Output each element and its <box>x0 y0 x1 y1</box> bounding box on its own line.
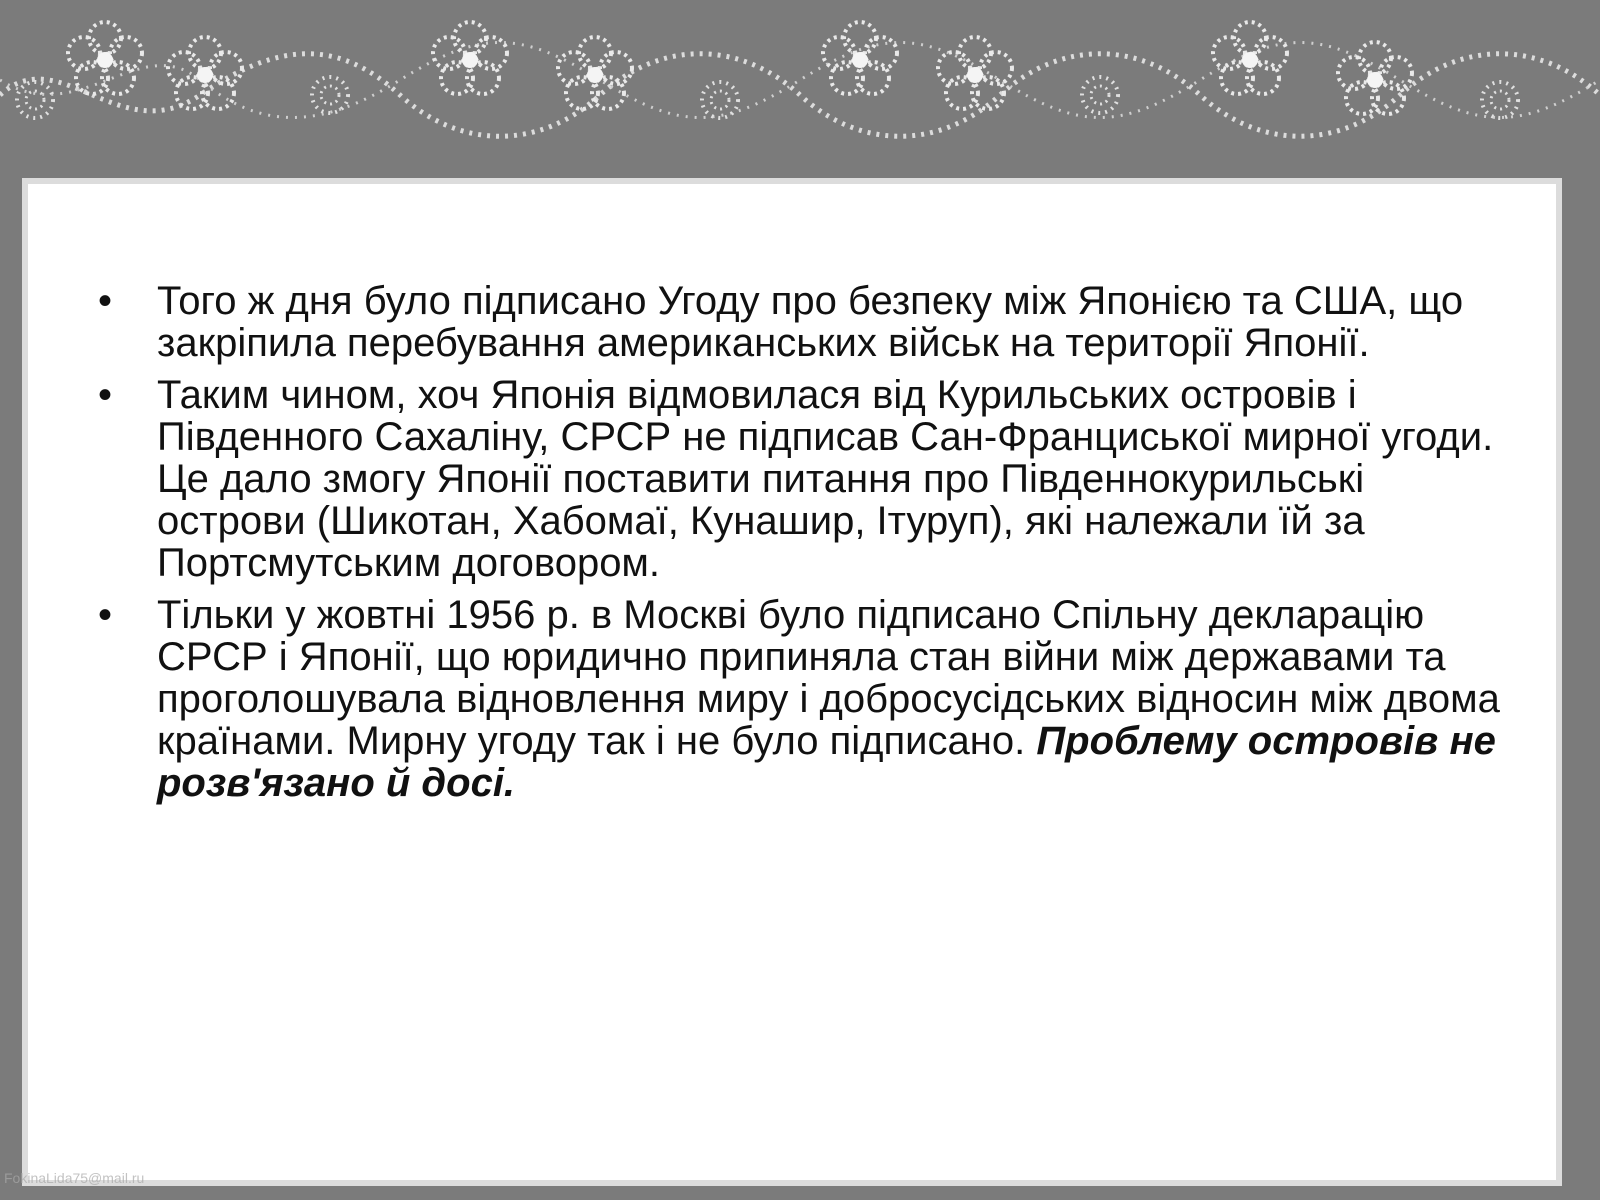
watermark: FokinaLida75@mail.ru <box>4 1170 145 1186</box>
bullet-text: Таким чином, хоч Японія відмовилася від Курильських островів і Південного Сахаліну, СРСР не підписав Сан-Франциської мирної угоди. Це дало змогу Японії поставити питання про Південнокурильські острови (Шикотан, Хабомаї, Кунашир, Ітуруп), які належали їй за Портсмутським договором. <box>157 373 1494 585</box>
bullet-dot-icon: • <box>98 279 113 323</box>
bullet-dot-icon: • <box>98 593 113 637</box>
bullet-item <box>90 280 1510 364</box>
bullet-item <box>90 374 1510 584</box>
bullet-emphasis-text: Проблему островів не розв'язано й досі. <box>157 719 1496 805</box>
bullet-text: Тільки у жовтні 1956 р. в Москві було підписано Спільну декларацію СРСР і Японії, що юридично припиняла стан війни між державами та проголошувала відновлення миру і добросусідських відносин між двома країнами. Мирну угоду так і не було підписано. <box>157 593 1500 763</box>
bullet-item <box>90 594 1510 804</box>
bullet-list <box>90 280 1510 814</box>
bullet-text: Того ж дня було підписано Угоду про безпеку між Японією та США, що закріпила перебування американських військ на території Японії. <box>157 279 1464 365</box>
bullet-dot-icon: • <box>98 373 113 417</box>
lace-ornament-border <box>0 0 1600 175</box>
